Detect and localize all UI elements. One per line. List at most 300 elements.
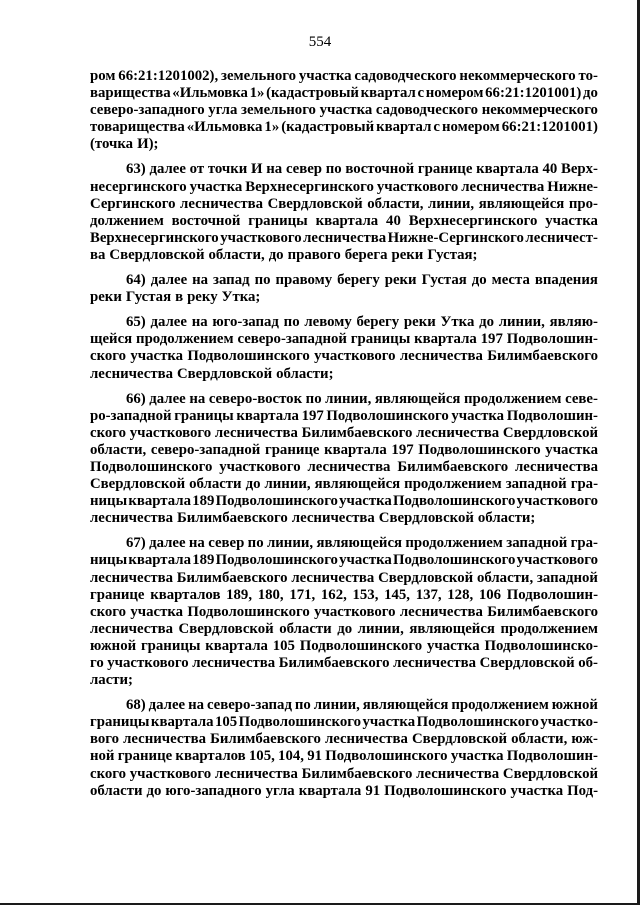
- word: Свердловской: [479, 655, 575, 671]
- paragraph-gap: [90, 383, 598, 391]
- word: области,: [208, 246, 265, 263]
- word: садоводческого: [354, 68, 457, 84]
- word: лесничества: [123, 731, 207, 748]
- word: ницы: [90, 493, 128, 510]
- word: до: [146, 782, 162, 799]
- word: участка: [298, 68, 352, 84]
- text-line: [90, 510, 598, 527]
- word: по: [294, 697, 311, 714]
- word: области,: [511, 731, 568, 748]
- word: Билимбаевского: [177, 510, 288, 527]
- word: Подволошинского: [325, 748, 448, 765]
- word: впадения: [534, 272, 598, 289]
- word: Свердловской: [411, 731, 508, 748]
- word: 137,: [415, 586, 442, 603]
- word: участка: [130, 603, 184, 620]
- document-body: [90, 68, 598, 800]
- word: границы: [350, 331, 411, 348]
- word: Свердловской: [178, 620, 274, 637]
- word: гра-: [570, 476, 598, 493]
- word: линии,: [266, 535, 314, 552]
- text-line: [90, 697, 598, 714]
- text-line: [90, 783, 598, 800]
- word: далее: [150, 314, 187, 331]
- word: до: [245, 476, 261, 493]
- word: ского: [90, 603, 127, 620]
- word: лесничества: [90, 365, 173, 382]
- text-line: [90, 425, 598, 442]
- text-line: [90, 587, 598, 604]
- word: Подволошин-: [506, 586, 598, 603]
- word: северо-западной: [150, 441, 261, 458]
- word: границе: [264, 441, 320, 458]
- word: на: [188, 697, 204, 714]
- text-line: [90, 535, 598, 552]
- word: (точка: [90, 136, 134, 153]
- word: лесничества: [514, 458, 598, 475]
- text-line: [90, 655, 598, 672]
- word: западной: [505, 476, 567, 493]
- paragraph-cont: [90, 68, 598, 153]
- word: номером: [425, 85, 484, 102]
- word: 171,: [289, 586, 316, 603]
- word: являющейся: [409, 620, 495, 637]
- word: западной: [506, 535, 568, 552]
- word: ром: [90, 68, 116, 84]
- word: участка: [451, 407, 505, 424]
- word: гра-: [570, 535, 598, 552]
- word: берегу: [356, 314, 400, 331]
- text-line: [90, 366, 598, 383]
- text-line: [90, 638, 598, 655]
- word: ского: [90, 348, 127, 365]
- word: реки: [384, 272, 417, 289]
- word: восточной: [345, 161, 415, 178]
- word: лесничества: [303, 229, 387, 246]
- word: Подволошинского: [215, 493, 338, 510]
- text-line: [90, 391, 598, 408]
- word: некоммерческого: [459, 68, 576, 84]
- word: далее: [150, 272, 188, 289]
- word: 63): [126, 161, 146, 178]
- word: участка: [362, 714, 416, 731]
- word: лесничества: [90, 510, 173, 527]
- word: лесничества: [291, 510, 375, 527]
- word: являющейся: [478, 195, 565, 212]
- paragraph-p66: [90, 391, 598, 528]
- word: 68): [126, 697, 146, 714]
- word: квартал: [360, 85, 416, 102]
- word: линии,: [313, 697, 360, 714]
- paragraph-p68: [90, 697, 598, 800]
- word: 40: [386, 212, 401, 229]
- word: Нижне-Сергинского: [387, 229, 524, 246]
- word: Свердловской: [177, 365, 273, 382]
- word: лесничества: [393, 655, 477, 671]
- word: до: [471, 272, 487, 289]
- word: продолжением: [500, 620, 598, 637]
- word: реки: [90, 289, 122, 306]
- word: «Ильмовка: [172, 85, 248, 102]
- word: продолжением: [405, 535, 503, 552]
- word: далее: [149, 535, 186, 552]
- word: являющейся: [316, 535, 403, 552]
- word: являющейся: [362, 697, 449, 714]
- word: 65): [126, 314, 146, 331]
- word: области;: [276, 365, 334, 382]
- word: лесничест-: [525, 229, 598, 246]
- word: Подволошинского: [393, 493, 516, 510]
- word: ва: [90, 246, 106, 263]
- word: 91: [307, 748, 322, 765]
- word: по: [283, 314, 300, 331]
- word: север: [208, 535, 245, 552]
- word: щейся: [90, 331, 133, 348]
- word: 106: [478, 586, 502, 603]
- word: земельного: [221, 68, 296, 84]
- word: 197: [391, 441, 414, 458]
- word: земельного: [241, 102, 316, 119]
- word: берегу: [337, 272, 380, 289]
- word: Подволошин-: [506, 407, 598, 424]
- word: участкового: [129, 424, 212, 441]
- word: участкового: [516, 493, 598, 510]
- word: Свердловской: [378, 569, 474, 586]
- word: товарищества: [90, 119, 185, 136]
- word: участка: [510, 782, 564, 799]
- word: 197: [301, 407, 324, 424]
- word: 145,: [384, 586, 410, 603]
- word: области,: [90, 441, 147, 458]
- text-line: [90, 348, 598, 365]
- text-line: [90, 136, 598, 153]
- text-line: [90, 247, 598, 264]
- text-line: [90, 714, 598, 731]
- word: Свердловской: [90, 476, 186, 493]
- word: лесничества: [416, 424, 500, 441]
- word: 189,: [226, 586, 253, 603]
- word: Подволошинско-: [484, 637, 598, 654]
- word: места: [491, 272, 530, 289]
- word: северо-запад: [206, 697, 292, 714]
- word: границе: [117, 748, 173, 765]
- word: Подволошинского: [238, 714, 361, 731]
- word: квартала: [128, 552, 191, 569]
- word: 91: [365, 782, 381, 799]
- word: по: [305, 390, 322, 407]
- word: ласти;: [90, 672, 133, 689]
- word: 105,: [248, 748, 275, 765]
- word: Билимбаевского: [487, 348, 598, 365]
- word: линии,: [264, 476, 311, 493]
- word: далее: [149, 161, 186, 178]
- word: лесничества: [214, 424, 298, 441]
- word: должением: [90, 212, 164, 229]
- word: линии,: [357, 620, 404, 637]
- word: «Ильмовка: [186, 119, 263, 136]
- word: являющейся: [314, 476, 401, 493]
- word: квартала: [128, 493, 191, 510]
- word: И: [251, 161, 263, 178]
- word: лесничества: [90, 620, 173, 637]
- word: Утка: [440, 314, 475, 331]
- paragraph-gap: [90, 153, 598, 161]
- word: берега: [344, 246, 388, 263]
- word: лесничества: [416, 765, 500, 782]
- word: И);: [137, 136, 159, 153]
- word: участкового: [107, 655, 189, 671]
- word: юго-запад: [212, 314, 279, 331]
- word: Подволошинского: [187, 348, 310, 365]
- paragraph-gap: [90, 306, 598, 314]
- word: западной: [536, 569, 598, 586]
- word: далее: [149, 390, 186, 407]
- word: Подволошинского: [90, 458, 213, 475]
- word: северо-западной: [237, 331, 347, 348]
- word: области: [90, 782, 143, 799]
- word: 66): [126, 390, 146, 407]
- word: до: [583, 85, 598, 102]
- word: с: [433, 119, 440, 136]
- word: квартала: [236, 407, 299, 424]
- word: южной: [551, 697, 598, 714]
- word: номером: [442, 119, 500, 136]
- word: Подволошинского: [418, 441, 541, 458]
- word: Подволошин-: [506, 331, 598, 348]
- word: участка: [189, 178, 243, 195]
- word: линии,: [325, 390, 372, 407]
- word: вого: [90, 731, 120, 748]
- word: участкового: [516, 552, 598, 569]
- word: продолжением: [404, 476, 502, 493]
- word: области: [279, 620, 332, 637]
- word: 105: [272, 637, 295, 654]
- word: участкового: [220, 229, 302, 246]
- word: 1»: [264, 119, 280, 136]
- word: Свердловской: [378, 510, 474, 527]
- word: ницы: [90, 552, 128, 569]
- word: на: [188, 535, 205, 552]
- word: 64): [126, 272, 146, 289]
- word: линии,: [498, 314, 545, 331]
- text-line: [90, 213, 598, 230]
- word: Верхнесергинского: [90, 229, 219, 246]
- word: квартал: [376, 119, 432, 136]
- word: по: [247, 535, 264, 552]
- word: Подволошинского: [187, 603, 310, 620]
- word: лесничества: [90, 569, 173, 586]
- text-line: [90, 604, 598, 621]
- word: го: [90, 655, 104, 671]
- word: правого: [287, 246, 341, 263]
- word: северо-западного: [90, 102, 205, 119]
- word: участка: [339, 493, 392, 510]
- word: 1»: [249, 85, 265, 102]
- text-line: [90, 408, 598, 425]
- word: варищества: [90, 85, 171, 102]
- word: Нижне-: [547, 178, 598, 195]
- word: участка: [545, 441, 598, 458]
- word: Билимбаевского: [397, 458, 509, 475]
- word: 153,: [352, 586, 379, 603]
- word: области;: [477, 510, 536, 527]
- word: Билимбаевского: [176, 569, 288, 586]
- text-line: [90, 331, 598, 348]
- word: 189: [192, 552, 215, 569]
- word: являющейся: [374, 390, 461, 407]
- word: продолжением: [136, 331, 234, 348]
- word: участка: [545, 212, 598, 229]
- word: границы: [90, 714, 150, 731]
- text-line: [90, 748, 598, 765]
- word: 105: [215, 714, 238, 731]
- text-line: [90, 272, 598, 289]
- word: участкового: [376, 178, 459, 195]
- text-line: [90, 552, 598, 569]
- word: 66:21:1201002),: [118, 68, 219, 84]
- word: Сергинского: [90, 195, 176, 212]
- word: участка: [319, 102, 373, 119]
- word: лесничества: [180, 195, 264, 212]
- word: продолжением: [451, 697, 549, 714]
- word: Верхнесергинского: [245, 178, 374, 195]
- word: ского: [90, 424, 127, 441]
- word: то-: [578, 68, 598, 84]
- word: на: [266, 161, 283, 178]
- word: квартала: [315, 212, 379, 229]
- word: 180,: [257, 586, 284, 603]
- word: границы: [140, 637, 201, 654]
- word: квартала: [298, 782, 362, 799]
- word: точки: [207, 161, 248, 178]
- text-line: [90, 442, 598, 459]
- word: Подволошинского: [384, 782, 507, 799]
- word: границе: [417, 161, 473, 178]
- word: Верхнесергинского: [408, 212, 538, 229]
- word: (кадастровый: [281, 119, 375, 136]
- word: лесничества: [192, 655, 276, 671]
- word: участко-: [540, 714, 598, 731]
- paragraph-p64: [90, 272, 598, 306]
- word: по: [254, 272, 271, 289]
- word: до: [337, 620, 353, 637]
- word: продолжением: [463, 390, 562, 407]
- word: до: [479, 314, 494, 331]
- word: участка: [426, 637, 480, 654]
- word: 66:21:1201001): [485, 85, 582, 102]
- word: Билимбаевского: [301, 765, 413, 782]
- text-line: [90, 731, 598, 748]
- word: с: [417, 85, 425, 102]
- word: запад: [213, 272, 250, 289]
- paragraph-p63: [90, 161, 598, 264]
- text-line: [90, 766, 598, 783]
- word: границы: [248, 212, 308, 229]
- word: квартала: [414, 331, 477, 348]
- word: Под-: [567, 782, 599, 799]
- word: юж-: [571, 731, 598, 748]
- word: лесничества: [214, 765, 298, 782]
- word: области,: [367, 195, 424, 212]
- word: Билимбаевского: [301, 424, 413, 441]
- paragraph-p67: [90, 535, 598, 689]
- word: 66:21:1201001): [501, 119, 598, 136]
- word: 162,: [320, 586, 347, 603]
- word: лесничества: [399, 348, 483, 365]
- text-line: [90, 476, 598, 493]
- word: квартала: [205, 637, 268, 654]
- word: Подволошинского: [393, 552, 516, 569]
- word: Густая;: [427, 246, 478, 263]
- text-line: [90, 314, 598, 331]
- text-line: [90, 289, 598, 306]
- word: Подволошинского: [416, 714, 539, 731]
- word: Свердловской: [502, 765, 598, 782]
- word: участка: [130, 348, 184, 365]
- word: на: [192, 272, 209, 289]
- word: Густая: [421, 272, 467, 289]
- word: Билимбаевского: [487, 603, 598, 620]
- word: Верх-: [560, 161, 598, 178]
- word: 67): [126, 535, 146, 552]
- word: правому: [275, 272, 333, 289]
- word: реку: [187, 289, 218, 306]
- word: севе-: [565, 390, 598, 407]
- word: Билимбаевского: [278, 655, 390, 671]
- word: от: [189, 161, 205, 178]
- text-line: [90, 230, 598, 247]
- word: реки: [403, 314, 436, 331]
- word: лесничества: [461, 178, 545, 195]
- word: Свердловской: [267, 195, 363, 212]
- text-line: [90, 119, 598, 136]
- word: являю-: [549, 314, 598, 331]
- text-line: [90, 161, 598, 178]
- paragraph-gap: [90, 264, 598, 272]
- page-number: 554: [308, 34, 332, 50]
- word: Подволошин-: [506, 748, 598, 765]
- word: кварталов: [150, 586, 221, 603]
- text-line: [90, 672, 598, 689]
- word: 189: [192, 493, 215, 510]
- word: Утка;: [221, 289, 261, 306]
- word: квартала: [476, 161, 539, 178]
- word: несергинского: [90, 178, 187, 195]
- word: далее: [148, 697, 186, 714]
- text-line: [90, 85, 598, 102]
- word: лесничества: [307, 458, 391, 475]
- word: области: [189, 476, 242, 493]
- word: участкового: [129, 765, 212, 782]
- word: линии,: [428, 195, 475, 212]
- word: лесничества: [399, 603, 483, 620]
- word: на: [191, 314, 208, 331]
- word: северо-восток: [208, 390, 303, 407]
- word: 104,: [278, 748, 304, 765]
- text-line: [90, 179, 598, 196]
- word: север: [285, 161, 323, 178]
- word: садоводческого: [375, 102, 479, 119]
- text-line: [90, 68, 598, 85]
- word: области,: [476, 569, 534, 586]
- word: угла: [208, 102, 238, 119]
- word: участка: [450, 748, 504, 765]
- word: Подволошинского: [299, 637, 423, 654]
- word: участкового: [314, 603, 396, 620]
- word: некоммерческого: [481, 102, 598, 119]
- text-line: [90, 459, 598, 476]
- word: Свердловской: [109, 246, 205, 263]
